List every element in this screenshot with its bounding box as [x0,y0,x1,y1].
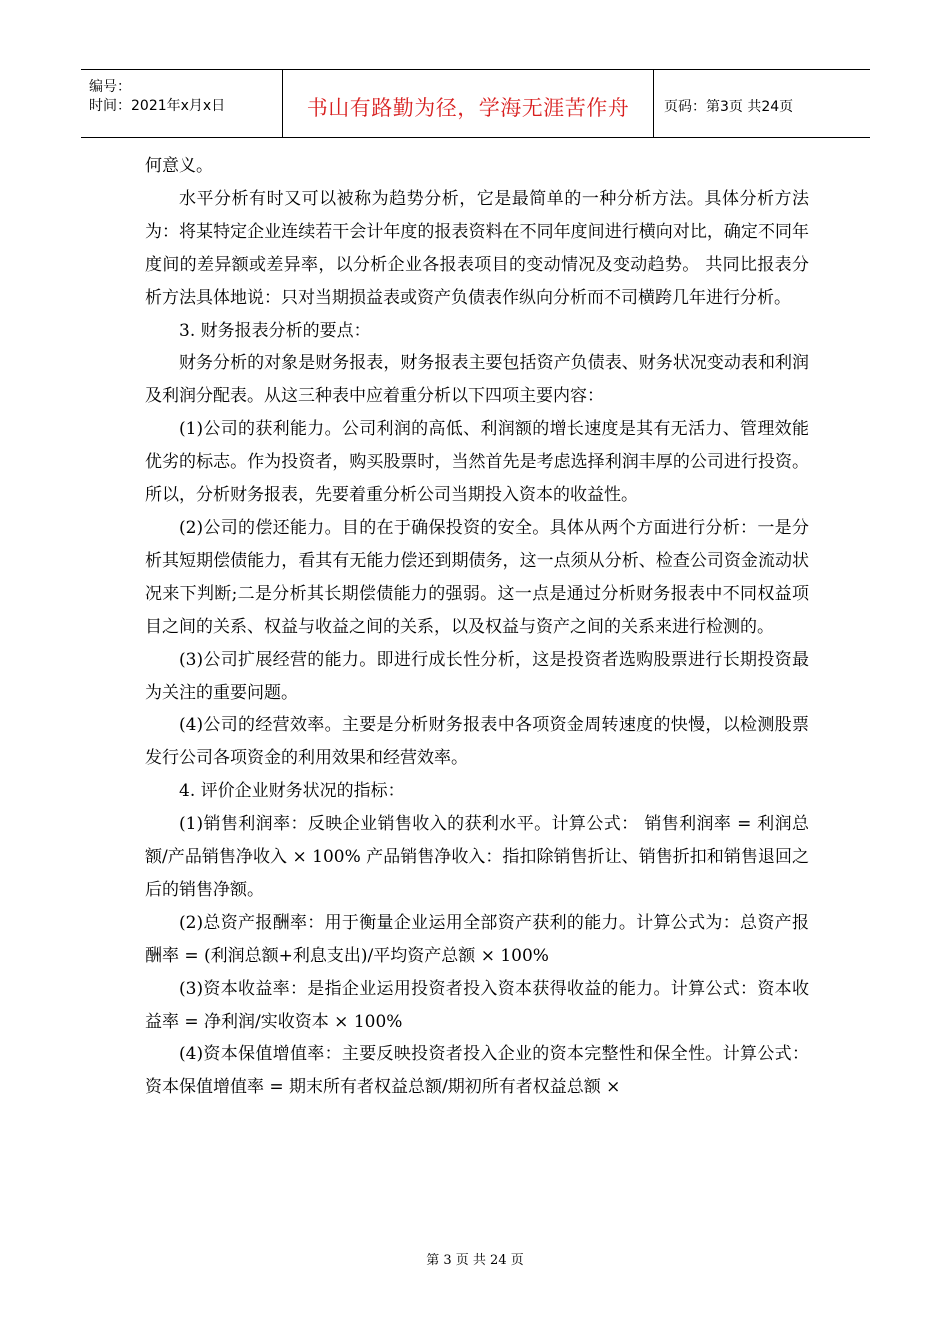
paragraph: (1)公司的获利能力。公司利润的高低、利润额的增长速度是其有无活力、管理效能优劣的标志。作为投资者，购买股票时，当然首先是考虑选择利润丰厚的公司进行投资。所以，分析财务报表，先要着重分析公司当期投入资本的收益性。 [145,419,809,506]
page-footer: 第 3 页 共 24 页 [426,1253,524,1268]
paragraph: (2)总资产报酬率：用于衡量企业运用全部资产获利的能力。计算公式为：总资产报酬率 = (利润总额+利息支出)/平均资产总额 × 100% [145,912,809,966]
paragraph: 何意义。 [145,156,213,176]
paragraph: (4)资本保值增值率：主要反映投资者投入企业的资本完整性和保全性。计算公式： 资本保值增值率 = 期末所有者权益总额/期初所有者权益总额 × [145,1044,809,1098]
page-header [81,69,870,138]
document-body [145,150,809,1104]
header-page-cell [654,70,870,137]
header-meta-cell [81,70,283,137]
paragraph: (3)公司扩展经营的能力。即进行成长性分析，这是投资者选购股票进行长期投资最为关注的重要问题。 [145,649,809,703]
paragraph: 水平分析有时又可以被称为趋势分析，它是最简单的一种分析方法。具体分析方法为：将某特定企业连续若干会计年度的报表资料在不同年度间进行横向对比，确定不同年度间的差异额或差异率，以分析企业各报表项目的变动情况及变动趋势。 共同比报表分析方法具体地说：只对当期损益表或资产负债表作纵向分析而不司横跨几年进行分析。 [145,188,809,308]
section-heading: 3. 财务报表分析的要点： [179,320,371,341]
header-motto: 书山有路勤为径，学海无涯苦作舟 [306,96,630,120]
header-page-info: 页码：第3页 共24页 [664,99,794,115]
paragraph: (1)销售利润率：反映企业销售收入的获利水平。计算公式： 销售利润率 = 利润总额/产品销售净收入 × 100% 产品销售净收入：指扣除销售折让、销售折扣和销售退回之后的销售净额。 [145,814,809,900]
paragraph: (3)资本收益率：是指企业运用投资者投入资本获得收益的能力。计算公式：资本收益率 = 净利润/实收资本 × 100% [145,978,809,1032]
paragraph: (4)公司的经营效率。主要是分析财务报表中各项资金周转速度的快慢，以检测股票发行公司各项资金的利用效果和经营效率。 [145,715,809,769]
document-number-label: 编号： [89,79,131,95]
section-heading: 4. 评价企业财务状况的指标： [179,781,405,802]
header-motto-cell [283,70,654,137]
paragraph: (2)公司的偿还能力。目的在于确保投资的安全。具体从两个方面进行分析：一是分析其短期偿债能力，看其有无能力偿还到期债务，这一点须从分析、检查公司资金流动状况来下判断;二是分析其长期偿债能力的强弱。这一点是通过分析财务报表中不同权益项目之间的关系、权益与收益之间的关系，以及权益与资产之间的关系来进行检测的。 [145,517,809,637]
document-time-label: 时间：2021年x月x日 [89,98,226,114]
paragraph: 财务分析的对象是财务报表，财务报表主要包括资产负债表、财务状况变动表和利润及利润分配表。从这三种表中应着重分析以下四项主要内容： [145,353,809,407]
